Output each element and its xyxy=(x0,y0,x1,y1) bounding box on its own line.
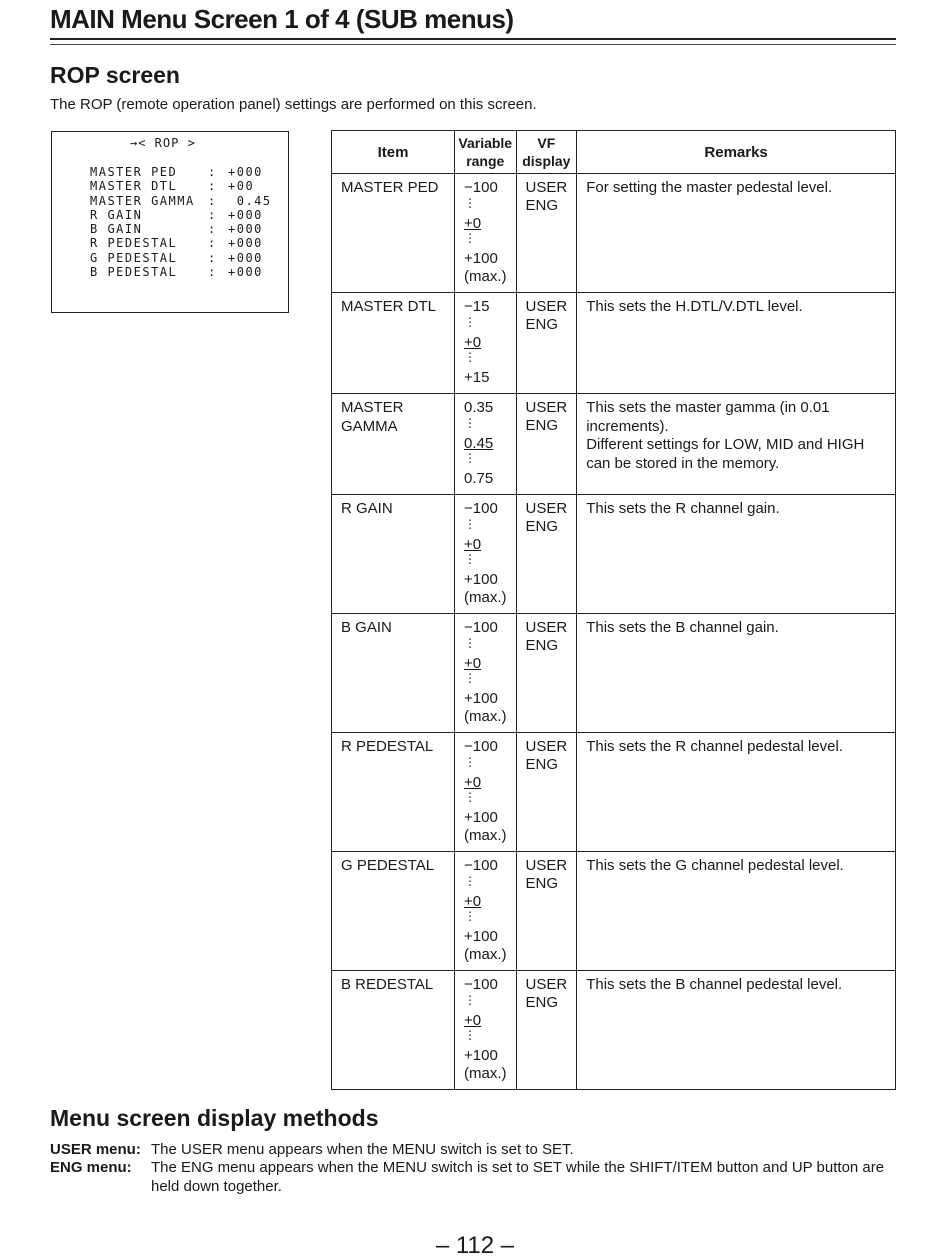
screen-line-label: B PEDESTAL xyxy=(90,265,178,280)
vertical-ellipsis-icon: ⋮ xyxy=(464,992,476,1007)
range-note: (max.) xyxy=(464,707,507,725)
row-item: R PEDESTAL xyxy=(332,733,455,852)
screen-line-colon: : xyxy=(208,250,217,265)
row-range xyxy=(455,614,517,733)
range-max: +100 xyxy=(464,250,498,267)
row-item: MASTER GAMMA xyxy=(332,394,455,495)
screen-line-colon: : xyxy=(208,236,217,251)
row-vf-display xyxy=(516,495,577,614)
range-default: +0 xyxy=(464,654,482,672)
settings-table xyxy=(331,130,896,1090)
header-remarks: Remarks xyxy=(577,131,896,174)
header-item: Item xyxy=(332,131,455,174)
screen-line xyxy=(90,251,272,265)
row-range xyxy=(455,852,517,971)
title-rule-thick xyxy=(50,38,896,40)
vertical-ellipsis-icon: ⋮ xyxy=(464,415,476,430)
row-item: B GAIN xyxy=(332,614,455,733)
range-max: 0.75 xyxy=(464,470,494,487)
vf-user: USER xyxy=(525,976,568,993)
vf-user: USER xyxy=(525,738,568,755)
screen-line-value: +000 xyxy=(228,265,263,280)
range-note: (max.) xyxy=(464,945,507,963)
screen-line xyxy=(90,179,272,193)
vertical-ellipsis-icon: ⋮ xyxy=(464,195,476,210)
screen-line-label: R GAIN xyxy=(90,207,143,222)
row-item: B REDESTAL xyxy=(332,971,455,1090)
vertical-ellipsis-icon: ⋮ xyxy=(464,873,476,888)
vf-eng: ENG xyxy=(525,756,559,773)
vertical-ellipsis-icon: ⋮ xyxy=(464,671,476,685)
screen-line-label: B GAIN xyxy=(90,222,143,237)
screen-line-colon: : xyxy=(208,207,217,222)
screen-line-colon: : xyxy=(208,265,217,280)
vf-user: USER xyxy=(525,399,568,416)
row-remarks: This sets the H.DTL/V.DTL level. xyxy=(577,293,896,394)
screen-line-value: +000 xyxy=(228,236,263,251)
range-default: +0 xyxy=(464,773,482,791)
vf-eng: ENG xyxy=(525,994,559,1011)
table-row xyxy=(332,293,896,394)
header-range-line2: range xyxy=(466,153,505,169)
screen-line-label: MASTER PED xyxy=(90,165,178,179)
table-header-row xyxy=(332,131,896,174)
row-remarks: For setting the master pedestal level. xyxy=(577,174,896,293)
vf-eng: ENG xyxy=(525,518,559,535)
header-vf-line1: VF xyxy=(537,135,556,151)
range-default: +0 xyxy=(464,333,482,351)
screen-line-label: R PEDESTAL xyxy=(90,236,178,251)
screen-line-value: +000 xyxy=(228,165,263,179)
vf-user: USER xyxy=(525,619,568,636)
screen-line xyxy=(90,222,272,236)
section-title: ROP screen xyxy=(50,62,180,88)
screen-line-colon: : xyxy=(208,179,217,194)
eng-menu-text: The ENG menu appears when the MENU switch is set to SET while the SHIFT/ITEM button and UP button are held down together. xyxy=(151,1159,885,1195)
row-item: G PEDESTAL xyxy=(332,852,455,971)
range-note: (max.) xyxy=(464,826,507,844)
range-default: +0 xyxy=(464,535,482,553)
header-vf-display xyxy=(516,131,577,174)
screen-line xyxy=(90,165,272,179)
user-menu-label: USER menu: xyxy=(50,1141,141,1158)
range-max: +100 xyxy=(464,809,498,826)
vf-user: USER xyxy=(525,857,568,874)
vf-user: USER xyxy=(525,298,568,315)
vertical-ellipsis-icon: ⋮ xyxy=(464,635,476,650)
screen-line xyxy=(90,265,272,279)
range-max: +100 xyxy=(464,690,498,707)
screen-line-label: G PEDESTAL xyxy=(90,250,178,265)
remarks-line2: Different settings for LOW, MID and HIGH can be stored in the memory. xyxy=(586,436,865,472)
screen-line-value: +000 xyxy=(228,250,263,265)
vertical-ellipsis-icon: ⋮ xyxy=(464,754,476,769)
range-max: +15 xyxy=(464,369,490,386)
row-remarks: This sets the G channel pedestal level. xyxy=(577,852,896,971)
range-min: 0.35 xyxy=(464,399,494,416)
screen-line-value: +000 xyxy=(228,222,263,237)
range-note: (max.) xyxy=(464,588,507,606)
screen-line xyxy=(90,208,272,222)
range-min: −100 xyxy=(464,179,498,196)
range-default: +0 xyxy=(464,892,482,910)
screen-line-value: 0.45 xyxy=(228,193,272,208)
range-min: −15 xyxy=(464,298,490,315)
range-min: −100 xyxy=(464,976,498,993)
row-vf-display xyxy=(516,174,577,293)
vf-eng: ENG xyxy=(525,875,559,892)
vertical-ellipsis-icon: ⋮ xyxy=(464,552,476,566)
user-menu-text: The USER menu appears when the MENU switch is set to SET. xyxy=(151,1141,574,1158)
row-range xyxy=(455,394,517,495)
screen-line-label: MASTER DTL xyxy=(90,179,178,194)
screen-line-label: MASTER GAMMA xyxy=(90,193,195,208)
row-item: MASTER PED xyxy=(332,174,455,293)
section-intro: The ROP (remote operation panel) settings are performed on this screen. xyxy=(50,96,537,113)
range-max: +100 xyxy=(464,1047,498,1064)
table-row xyxy=(332,174,896,293)
range-default: +0 xyxy=(464,214,482,232)
row-vf-display xyxy=(516,293,577,394)
vf-user: USER xyxy=(525,179,568,196)
screen-line-colon: : xyxy=(208,165,217,179)
table-row xyxy=(332,495,896,614)
vf-eng: ENG xyxy=(525,637,559,654)
vf-eng: ENG xyxy=(525,197,559,214)
row-vf-display xyxy=(516,852,577,971)
screen-line xyxy=(90,236,272,250)
vf-user: USER xyxy=(525,500,568,517)
methods-title: Menu screen display methods xyxy=(50,1105,379,1131)
screen-line-value: +00 xyxy=(228,179,255,194)
row-item: R GAIN xyxy=(332,495,455,614)
page-title: MAIN Menu Screen 1 of 4 (SUB menus) xyxy=(50,4,514,34)
screen-header: →< ROP > xyxy=(130,136,196,150)
range-default: 0.45 xyxy=(464,434,494,452)
title-rule-thin xyxy=(50,44,896,45)
page-number: – 112 – xyxy=(435,1232,515,1259)
range-note: (max.) xyxy=(464,267,507,285)
row-vf-display xyxy=(516,733,577,852)
eng-menu-label: ENG menu: xyxy=(50,1159,132,1176)
header-variable-range xyxy=(455,131,517,174)
row-vf-display xyxy=(516,614,577,733)
range-min: −100 xyxy=(464,619,498,636)
range-note: (max.) xyxy=(464,1064,507,1082)
screen-line xyxy=(90,194,272,208)
table-row xyxy=(332,614,896,733)
header-vf-line2: display xyxy=(522,153,571,169)
screen-lines xyxy=(90,165,272,279)
rop-screen-display xyxy=(51,131,289,313)
vf-eng: ENG xyxy=(525,316,559,333)
screen-line-colon: : xyxy=(208,193,217,208)
remarks-line1: This sets the master gamma (in 0.01 increments). xyxy=(586,399,830,435)
row-remarks: This sets the R channel gain. xyxy=(577,495,896,614)
screen-line-colon: : xyxy=(208,222,217,237)
vf-eng: ENG xyxy=(525,417,559,434)
vertical-ellipsis-icon: ⋮ xyxy=(464,350,476,364)
row-range xyxy=(455,293,517,394)
header-range-line1: Variable xyxy=(458,135,513,151)
vertical-ellipsis-icon: ⋮ xyxy=(464,314,476,329)
row-item: MASTER DTL xyxy=(332,293,455,394)
vertical-ellipsis-icon: ⋮ xyxy=(464,451,476,465)
row-range xyxy=(455,733,517,852)
table-row xyxy=(332,394,896,495)
table-row xyxy=(332,852,896,971)
vertical-ellipsis-icon: ⋮ xyxy=(464,790,476,804)
row-remarks xyxy=(577,394,896,495)
row-remarks: This sets the B channel gain. xyxy=(577,614,896,733)
row-vf-display xyxy=(516,971,577,1090)
range-min: −100 xyxy=(464,857,498,874)
vertical-ellipsis-icon: ⋮ xyxy=(464,1028,476,1042)
range-min: −100 xyxy=(464,500,498,517)
range-max: +100 xyxy=(464,928,498,945)
row-range xyxy=(455,174,517,293)
row-remarks: This sets the B channel pedestal level. xyxy=(577,971,896,1090)
screen-line-value: +000 xyxy=(228,207,263,222)
row-range xyxy=(455,971,517,1090)
row-remarks: This sets the R channel pedestal level. xyxy=(577,733,896,852)
vertical-ellipsis-icon: ⋮ xyxy=(464,231,476,245)
range-max: +100 xyxy=(464,571,498,588)
row-vf-display xyxy=(516,394,577,495)
range-min: −100 xyxy=(464,738,498,755)
table-row xyxy=(332,971,896,1090)
row-range xyxy=(455,495,517,614)
table-row xyxy=(332,733,896,852)
vertical-ellipsis-icon: ⋮ xyxy=(464,909,476,923)
range-default: +0 xyxy=(464,1011,482,1029)
vertical-ellipsis-icon: ⋮ xyxy=(464,516,476,531)
